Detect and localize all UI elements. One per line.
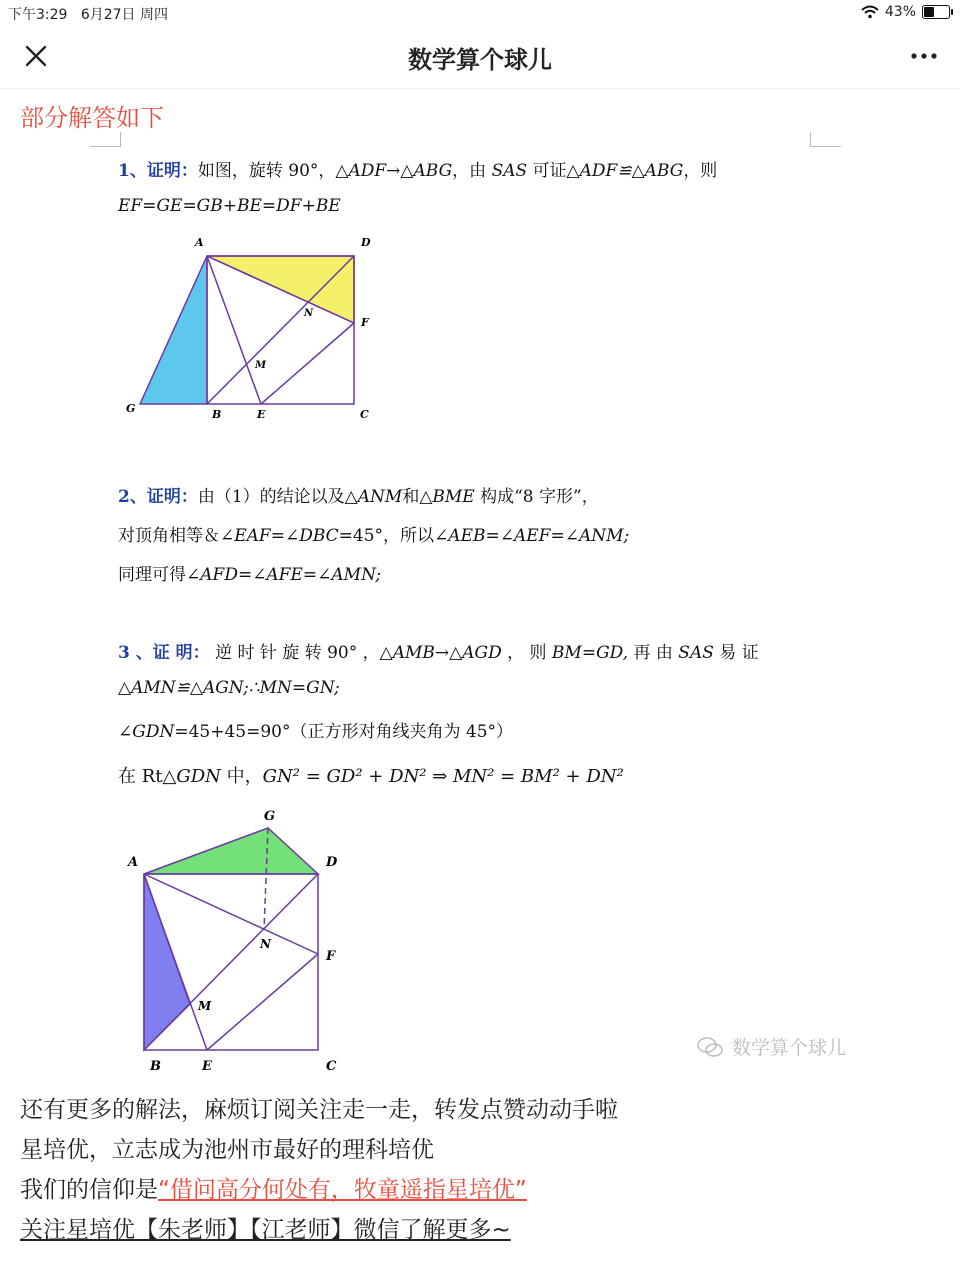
proof2-line2: 对顶角相等＆∠EAF=∠DBC=45°，所以∠AEB=∠AEF=∠ANM;	[118, 526, 630, 546]
fig2-label-m: M	[198, 999, 212, 1013]
footer-line-2: 星培优，立志成为池州市最好的理科培优	[20, 1137, 434, 1163]
page-title: 数学算个球儿	[408, 46, 552, 74]
battery-percent: 43%	[884, 4, 916, 20]
footer-line-3-prefix: 我们的信仰是	[20, 1177, 158, 1203]
footer-text	[20, 1090, 618, 1250]
footer-line-1: 还有更多的解法，麻烦订阅关注走一走，转发点赞动动手啦	[20, 1097, 618, 1123]
fig2-triangle-agd	[144, 828, 318, 874]
status-date: 6月27日 周四	[80, 7, 168, 23]
figure-1	[118, 230, 388, 430]
status-left	[8, 4, 168, 24]
solution-document	[0, 130, 960, 1074]
crop-mark-right	[810, 132, 841, 147]
fig1-label-c: C	[360, 408, 369, 421]
fig2-label-d: D	[326, 855, 338, 870]
follow-teachers-link[interactable]: 关注星培优【朱老师】【江老师】微信了解更多~	[20, 1217, 511, 1243]
status-time: 下午3:29	[8, 7, 68, 23]
fig1-label-b: B	[212, 408, 222, 421]
proof2-line3: 同理可得∠AFD=∠AFE=∠AMN;	[118, 565, 382, 585]
proof1-heading: 1、证明：	[118, 161, 198, 181]
figure-2	[118, 802, 358, 1082]
battery-fill	[924, 7, 934, 17]
footer-line-3	[20, 1170, 618, 1210]
fig2-label-f: F	[326, 949, 336, 964]
proof3-line1: 3 、证 明： 逆 时 针 旋 转 90° ，△AMB→△AGD ， 则 BM=GD, 再 由 SAS 易 证	[118, 643, 759, 663]
fig1-label-a: A	[195, 236, 204, 249]
watermark	[696, 1033, 846, 1060]
crop-mark-left	[90, 132, 121, 147]
status-right	[861, 4, 950, 20]
proof3-line3: ∠GDN=45+45=90°（正方形对角线夹角为 45°）	[118, 722, 514, 742]
intro-text: 部分解答如下	[20, 104, 164, 132]
fig1-label-g: G	[126, 402, 136, 415]
fig2-label-c: C	[326, 1059, 337, 1074]
nav-bar	[0, 26, 960, 89]
proof2-line1: 2、证明：由（1）的结论以及△ANM和△BME 构成“8 字形”，	[118, 487, 599, 507]
fig2-label-a: A	[128, 855, 139, 870]
fig1-label-m: M	[255, 360, 267, 371]
proof1-line1: 1、证明：如图，旋转 90°，△ADF→△ABG，由 SAS 可证△ADF≌△ABG，则	[118, 161, 718, 181]
more-options-icon[interactable]	[908, 42, 940, 70]
watermark-text: 数学算个球儿	[732, 1037, 847, 1059]
fig1-label-d: D	[361, 236, 371, 249]
fig2-label-n: N	[260, 937, 271, 951]
fig2-triangle-abm	[144, 874, 190, 1050]
fig1-triangle-abg	[140, 256, 207, 404]
wechat-logo-icon	[696, 1036, 724, 1058]
wifi-icon	[861, 5, 879, 19]
battery-icon	[922, 5, 950, 19]
fig1-label-n: N	[304, 308, 314, 319]
proof1-line2: EF=GE=GB+BE=DF+BE	[118, 196, 341, 216]
slogan-link[interactable]: “借问高分何处有，牧童遥指星培优”	[158, 1177, 527, 1203]
pythagorean-equation: GN² = GD² + DN² ⇒ MN² = BM² + DN²	[262, 766, 624, 787]
fig2-label-g: G	[264, 809, 276, 824]
status-bar	[0, 0, 960, 26]
proof2-heading: 2、证明：	[118, 487, 198, 507]
fig1-label-e: E	[257, 408, 266, 421]
proof3-heading: 3 、证 明：	[118, 643, 210, 663]
proof3-line4: 在 Rt△GDN 中，GN² = GD² + DN² ⇒ MN² = BM² + DN²	[118, 766, 624, 787]
proof3-line2: △AMN≌△AGN;∴MN=GN;	[118, 678, 340, 698]
fig2-label-b: B	[150, 1059, 161, 1074]
fig2-label-e: E	[202, 1059, 212, 1074]
fig1-label-f: F	[361, 316, 369, 329]
